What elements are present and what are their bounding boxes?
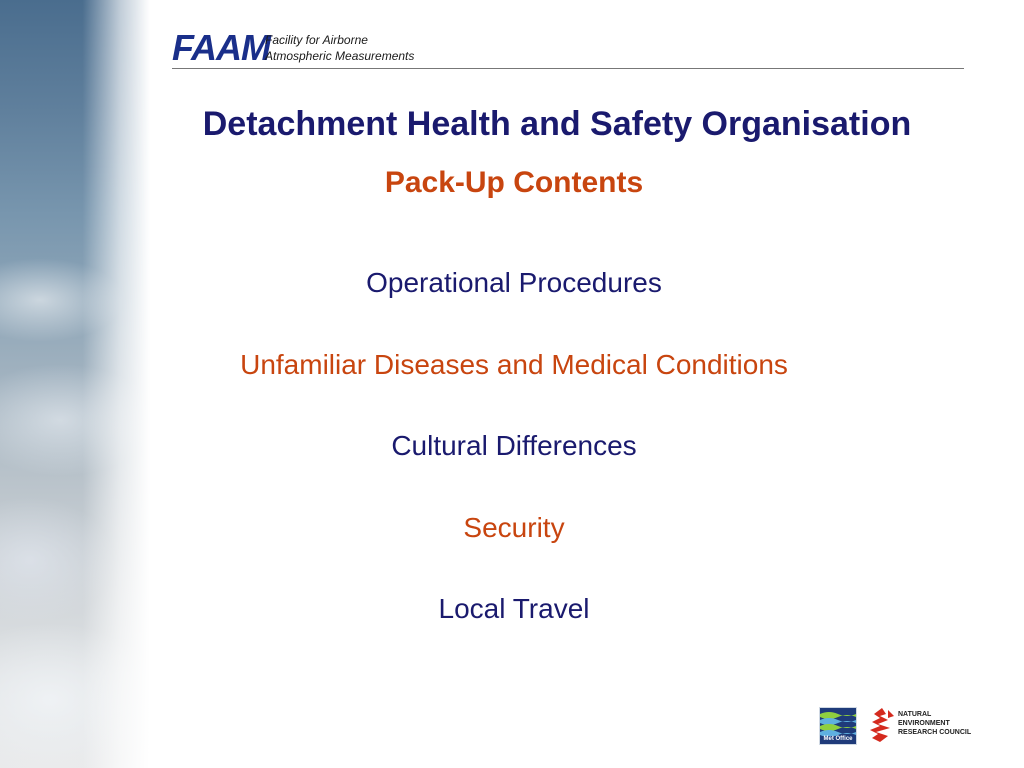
nerc-line3: RESEARCH COUNCIL (898, 729, 972, 736)
faam-header (172, 28, 964, 68)
faam-logo: FAAM (172, 27, 270, 68)
list-item-operational-procedures: Operational Procedures (366, 267, 662, 298)
nerc-wordmark (898, 710, 971, 737)
met-office-label: Met Office (823, 736, 853, 742)
slide-title: Detachment Health and Safety Organisation (202, 105, 912, 143)
list-item-cultural-differences: Cultural Differences (391, 430, 637, 461)
nerc-line2: ENVIRONMENT (898, 720, 950, 727)
faam-subtitle-line1: Facility for Airborne (265, 33, 368, 47)
faam-subtitle-line2: Atmospheric Measurements (265, 49, 415, 63)
nerc-line1: NATURAL (898, 711, 932, 718)
met-office-wave-icon (820, 708, 856, 736)
met-office-logo (819, 707, 857, 745)
nerc-logo-icon (868, 706, 898, 744)
slide-subtitle: Pack-Up Contents (384, 166, 644, 199)
list-item-unfamiliar-diseases: Unfamiliar Diseases and Medical Conditions (240, 349, 788, 380)
faam-logo-subtitle (265, 32, 414, 64)
list-item-local-travel: Local Travel (438, 593, 590, 624)
list-item-security: Security (463, 512, 565, 543)
header-divider (172, 68, 964, 69)
